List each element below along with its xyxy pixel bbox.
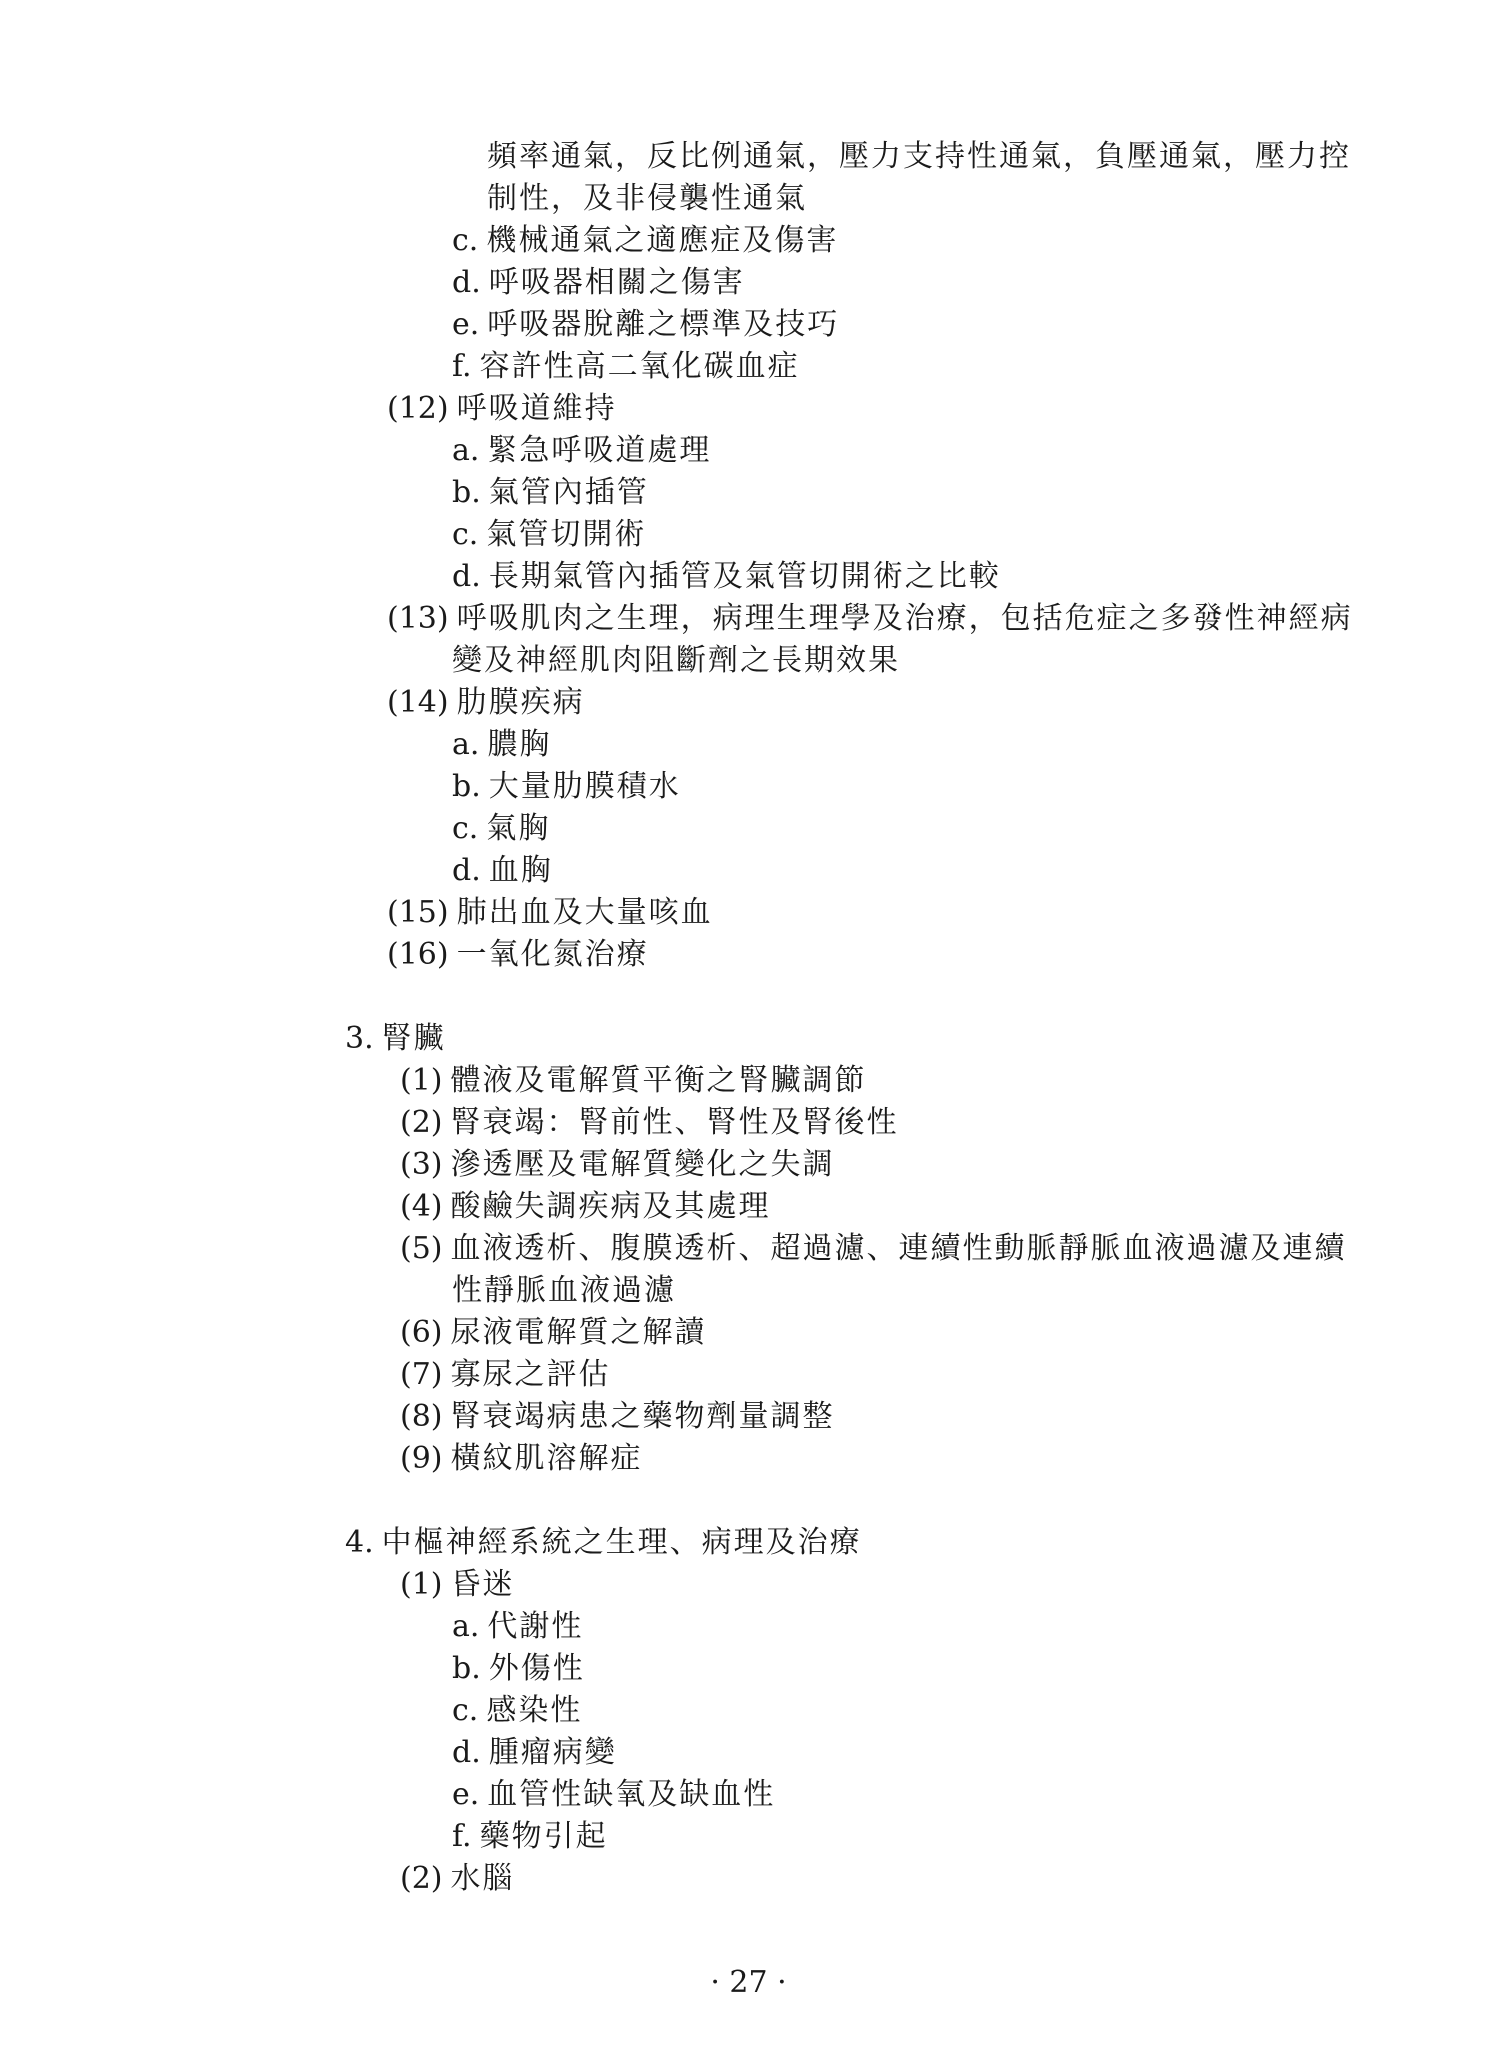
list-item: a. 代謝性 bbox=[452, 1609, 584, 1644]
list-item: d. 長期氣管內插管及氣管切開術之比較 bbox=[452, 559, 1001, 594]
section-heading: 3. 腎臟 bbox=[345, 1021, 446, 1056]
list-item: (15) 肺出血及大量咳血 bbox=[387, 895, 713, 930]
page-number: · 27 · bbox=[710, 1965, 787, 2000]
list-item-continuation: 制性，及非侵襲性通氣 bbox=[487, 181, 807, 216]
list-item: f. 藥物引起 bbox=[452, 1819, 608, 1854]
list-item: (14) 肋膜疾病 bbox=[387, 685, 585, 720]
list-item: c. 氣管切開術 bbox=[452, 517, 647, 552]
list-item: (8) 腎衰竭病患之藥物劑量調整 bbox=[400, 1399, 835, 1434]
list-item: a. 緊急呼吸道處理 bbox=[452, 433, 712, 468]
list-item: e. 呼吸器脫離之標準及技巧 bbox=[452, 307, 840, 342]
list-item: b. 外傷性 bbox=[452, 1651, 585, 1686]
list-item: a. 膿胸 bbox=[452, 727, 552, 762]
list-item: (1) 體液及電解質平衡之腎臟調節 bbox=[400, 1063, 867, 1098]
list-item: (9) 橫紋肌溶解症 bbox=[400, 1441, 643, 1476]
list-item: (3) 滲透壓及電解質變化之失調 bbox=[400, 1147, 835, 1182]
list-item: d. 呼吸器相關之傷害 bbox=[452, 265, 745, 300]
list-item: c. 感染性 bbox=[452, 1693, 583, 1728]
list-item-continuation: 頻率通氣，反比例通氣，壓力支持性通氣，負壓通氣，壓力控 bbox=[487, 139, 1351, 174]
section-heading: 4. 中樞神經系統之生理、病理及治療 bbox=[345, 1525, 862, 1560]
list-item: (7) 寡尿之評估 bbox=[400, 1357, 611, 1392]
list-item: f. 容許性高二氧化碳血症 bbox=[452, 349, 800, 384]
list-item: e. 血管性缺氧及缺血性 bbox=[452, 1777, 776, 1812]
list-item: (12) 呼吸道維持 bbox=[387, 391, 617, 426]
list-item: (4) 酸鹼失調疾病及其處理 bbox=[400, 1189, 771, 1224]
list-item: d. 血胸 bbox=[452, 853, 553, 888]
list-item: (1) 昏迷 bbox=[400, 1567, 515, 1602]
list-item: (16) 一氧化氮治療 bbox=[387, 937, 649, 972]
list-item: b. 氣管內插管 bbox=[452, 475, 649, 510]
list-item: c. 機械通氣之適應症及傷害 bbox=[452, 223, 839, 258]
list-item: b. 大量肋膜積水 bbox=[452, 769, 681, 804]
list-item: c. 氣胸 bbox=[452, 811, 551, 846]
list-item: (2) 水腦 bbox=[400, 1861, 515, 1896]
list-item: (13) 呼吸肌肉之生理，病理生理學及治療，包括危症之多發性神經病 bbox=[387, 601, 1353, 636]
list-item-continuation: 性靜脈血液過濾 bbox=[452, 1273, 676, 1308]
list-item: (2) 腎衰竭：腎前性、腎性及腎後性 bbox=[400, 1105, 899, 1140]
list-item: (6) 尿液電解質之解讀 bbox=[400, 1315, 707, 1350]
list-item: (5) 血液透析、腹膜透析、超過濾、連續性動脈靜脈血液過濾及連續 bbox=[400, 1231, 1347, 1266]
list-item-continuation: 變及神經肌肉阻斷劑之長期效果 bbox=[452, 643, 900, 678]
list-item: d. 腫瘤病變 bbox=[452, 1735, 617, 1770]
